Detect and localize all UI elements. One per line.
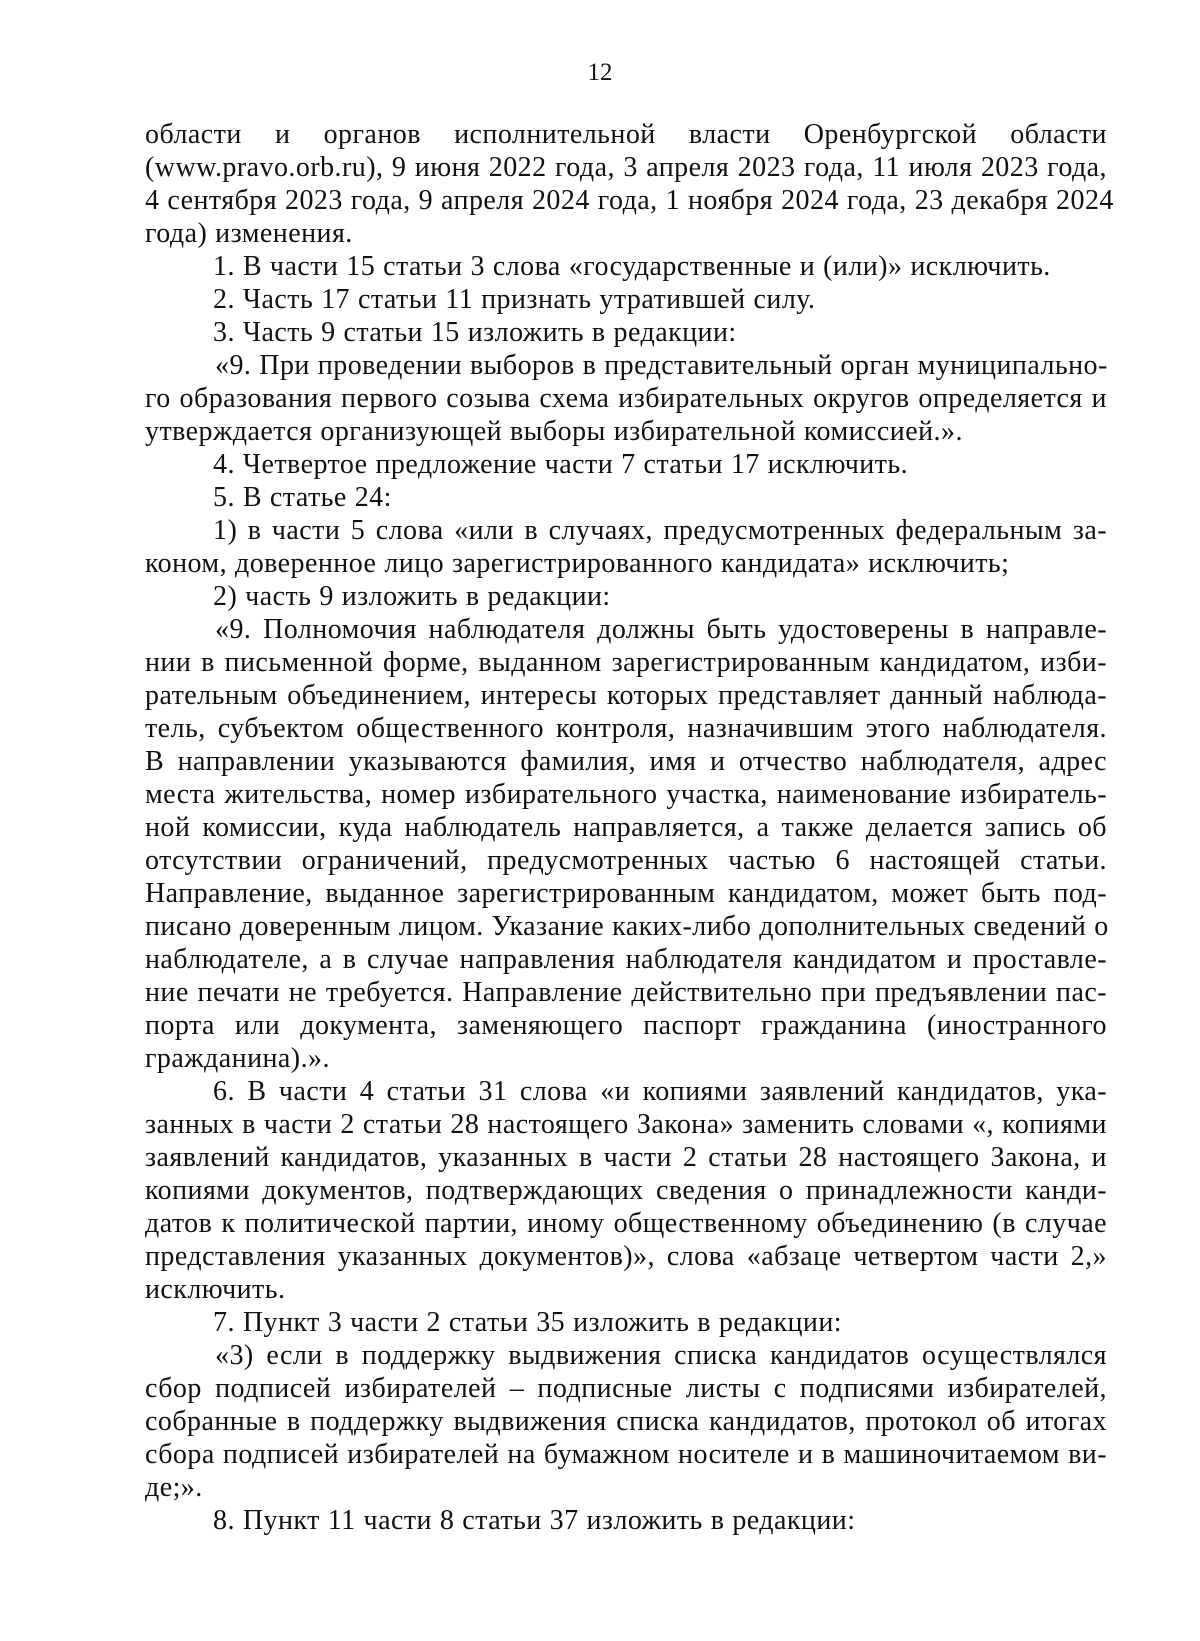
text-line: 7. Пункт 3 части 2 статьи 35 изложить в редакции: bbox=[213, 1307, 843, 1338]
text-line: порта или документа, заменяющего паспорт гражданина (иностранного bbox=[145, 1010, 1107, 1041]
text-line: 1. В части 15 статьи 3 слова «государственные и (или)» исключить. bbox=[213, 251, 1051, 282]
text-line: «9. Полномочия наблюдателя должны быть удостоверены в направле- bbox=[215, 614, 1107, 645]
text-line: заявлений кандидатов, указанных в части 2 статьи 28 настоящего Закона, и bbox=[145, 1142, 1107, 1173]
text-line: рательным объединением, интересы которых представляет данный наблюда- bbox=[145, 680, 1107, 711]
text-line: писано доверенным лицом. Указание каких-либо дополнительных сведений о bbox=[145, 911, 1109, 942]
text-line: области и органов исполнительной власти Оренбургской области bbox=[145, 119, 1107, 150]
text-line: 4 сентября 2023 года, 9 апреля 2024 года, 1 ноября 2024 года, 23 декабря 2024 bbox=[145, 185, 1114, 216]
text-line: датов к политической партии, иному общественному объединению (в случае bbox=[145, 1208, 1107, 1239]
text-line: 5. В статье 24: bbox=[213, 482, 392, 513]
text-line: 2) часть 9 изложить в редакции: bbox=[213, 581, 611, 612]
text-line: отсутствии ограничений, предусмотренных частью 6 настоящей статьи. bbox=[145, 845, 1107, 876]
text-line: де;». bbox=[145, 1472, 203, 1503]
text-line: 6. В части 4 статьи 31 слова «и копиями заявлений кандидатов, ука- bbox=[213, 1076, 1107, 1107]
text-line: Направление, выданное зарегистрированным кандидатом, может быть под- bbox=[145, 878, 1107, 909]
text-line: «3) если в поддержку выдвижения списка кандидатов осуществлялся bbox=[215, 1340, 1107, 1371]
text-line: года) изменения. bbox=[145, 218, 353, 249]
text-line: (www.pravo.orb.ru), 9 июня 2022 года, 3 апреля 2023 года, 11 июля 2023 года, bbox=[145, 152, 1107, 183]
text-line: 1) в части 5 слова «или в случаях, предусмотренных федеральным за- bbox=[213, 515, 1107, 546]
text-line: коном, доверенное лицо зарегистрированного кандидата» исключить; bbox=[145, 548, 1010, 579]
text-line: 4. Четвертое предложение части 7 статьи 17 исключить. bbox=[213, 449, 909, 480]
text-line: гражданина).». bbox=[145, 1043, 330, 1074]
text-line: ной комиссии, куда наблюдатель направляется, а также делается запись об bbox=[145, 812, 1107, 843]
text-line: представления указанных документов)», слова «абзаце четвертом части 2,» bbox=[145, 1241, 1107, 1272]
text-line: занных в части 2 статьи 28 настоящего Закона» заменить словами «, копиями bbox=[145, 1109, 1107, 1140]
text-line: исключить. bbox=[145, 1274, 286, 1305]
text-line: «9. При проведении выборов в представительный орган муниципально- bbox=[215, 350, 1108, 381]
text-line: сбор подписей избирателей – подписные листы с подписями избирателей, bbox=[145, 1373, 1107, 1404]
text-line: копиями документов, подтверждающих сведения о принадлежности канди- bbox=[145, 1175, 1107, 1206]
text-line: В направлении указываются фамилия, имя и отчество наблюдателя, адрес bbox=[145, 746, 1107, 777]
text-line: наблюдателе, а в случае направления наблюдателя кандидатом и проставле- bbox=[145, 944, 1107, 975]
text-line: сбора подписей избирателей на бумажном носителе и в машиночитаемом ви- bbox=[145, 1439, 1107, 1470]
text-line: 8. Пункт 11 части 8 статьи 37 изложить в редакции: bbox=[213, 1505, 856, 1536]
text-line: тель, субъектом общественного контроля, назначившим этого наблюдателя. bbox=[145, 713, 1107, 744]
text-line: го образования первого созыва схема избирательных округов определяется и bbox=[145, 383, 1107, 414]
text-line: утверждается организующей выборы избирательной комиссией.». bbox=[145, 416, 963, 447]
text-line: 3. Часть 9 статьи 15 изложить в редакции: bbox=[213, 317, 737, 348]
text-line: ние печати не требуется. Направление действительно при предъявлении пас- bbox=[145, 977, 1107, 1008]
document-body bbox=[145, 118, 1114, 1537]
text-line: 2. Часть 17 статьи 11 признать утратившей силу. bbox=[213, 284, 816, 315]
page-number: 12 bbox=[587, 59, 613, 86]
text-line: нии в письменной форме, выданном зарегистрированным кандидатом, изби- bbox=[145, 647, 1107, 678]
text-line: собранные в поддержку выдвижения списка кандидатов, протокол об итогах bbox=[145, 1406, 1107, 1437]
text-line: места жительства, номер избирательного участка, наименование избиратель- bbox=[145, 779, 1107, 810]
